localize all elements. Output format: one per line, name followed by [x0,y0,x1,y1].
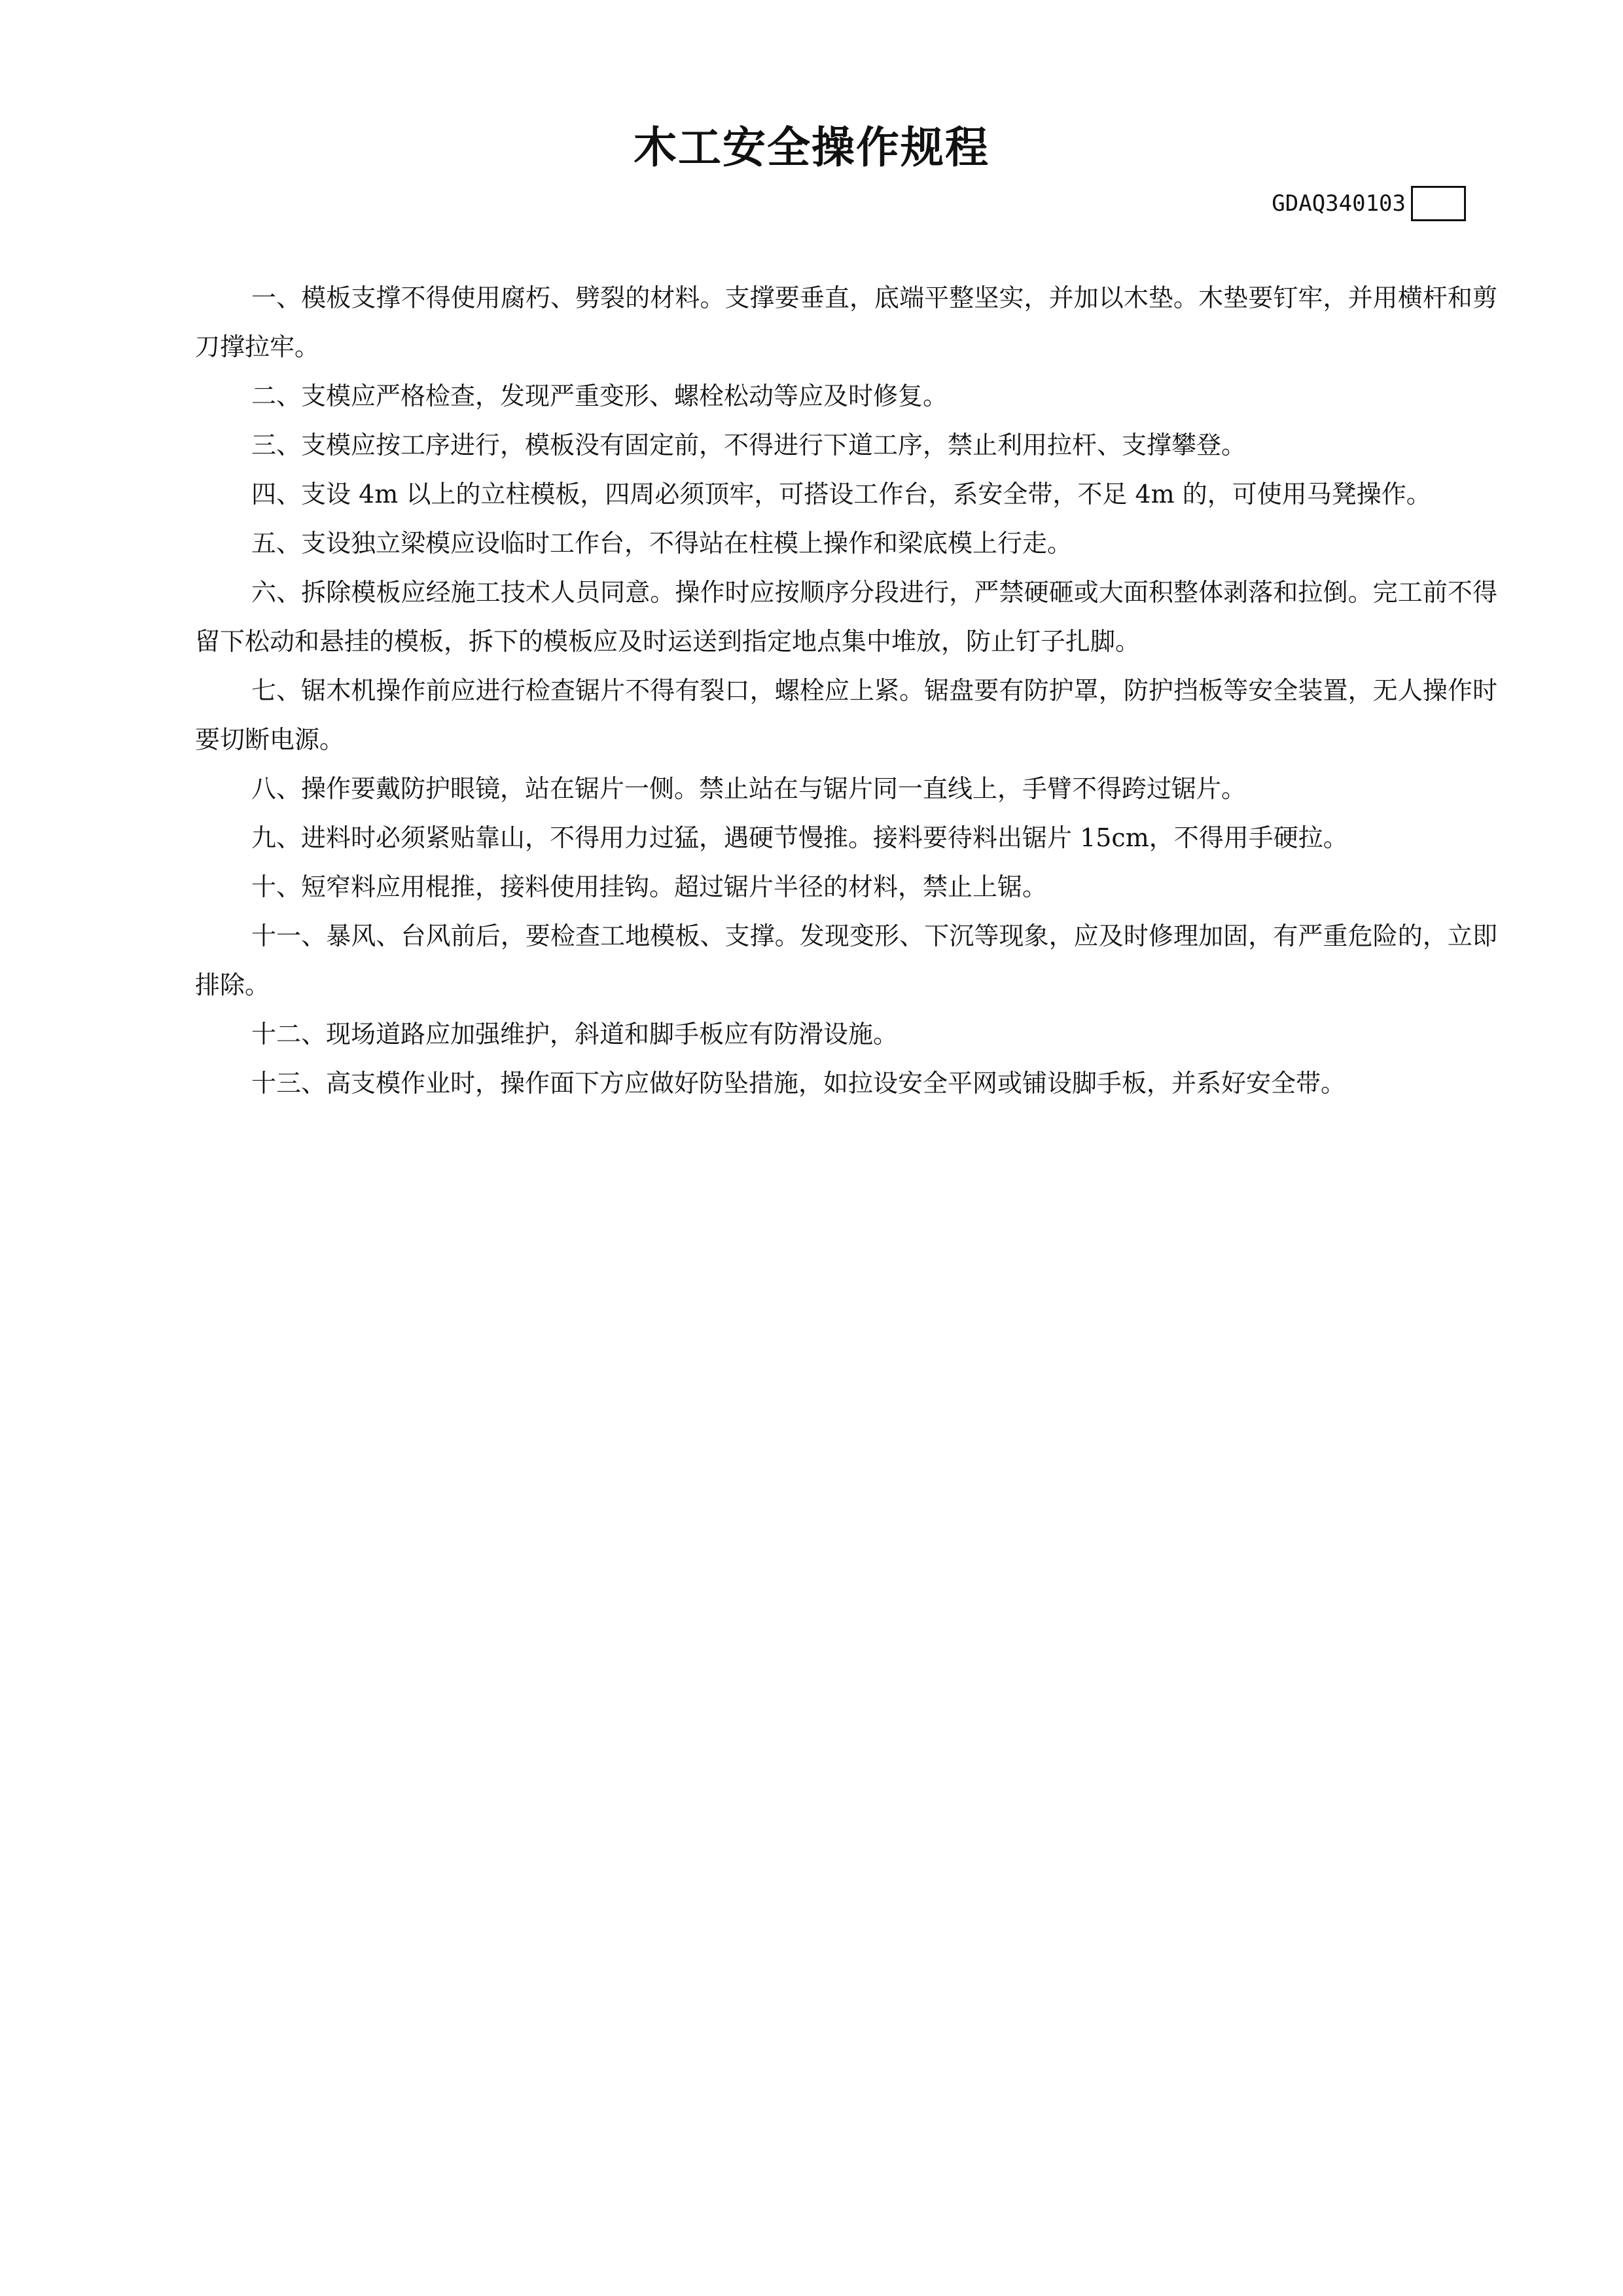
paragraph-5: 五、支设独立梁模应设临时工作台，不得站在柱模上操作和梁底模上行走。 [251,529,1073,558]
paragraph-4: 四、支设 4m 以上的立柱模板，四周必须顶牢，可搭设工作台，系安全带，不足 4m 的，可使用马凳操作。 [251,480,1431,509]
document-code-block [1243,185,1466,223]
paragraph-3: 三、支模应按工序进行，模板没有固定前，不得进行下道工序，禁止利用拉杆、支撑攀登。 [251,431,1247,459]
paragraph-11: 十一、暴风、台风前后，要检查工地模板、支撑。发现变形、下沉等现象，应及时修理加固，有严重危险的，立即排除。 [195,922,1497,999]
document-title: 木工安全操作规程 [633,122,990,173]
paragraph-12: 十二、现场道路应加强维护，斜道和脚手板应有防滑设施。 [251,1020,899,1049]
paragraph-6: 六、拆除模板应经施工技术人员同意。操作时应按顺序分段进行，严禁硬砸或大面积整体剥落和拉倒。完工前不得留下松动和悬挂的模板，拆下的模板应及时运送到指定地点集中堆放，防止钉子扎脚。 [195,578,1497,656]
paragraph-2: 二、支模应严格检查，发现严重变形、螺栓松动等应及时修复。 [251,382,948,410]
document-body [195,274,1497,1108]
paragraph-13: 十三、高支模作业时，操作面下方应做好防坠措施，如拉设安全平网或铺设脚手板，并系好安全带。 [251,1069,1346,1098]
paragraph-8: 八、操作要戴防护眼镜，站在锯片一侧。禁止站在与锯片同一直线上，手臂不得跨过锯片。 [251,774,1247,803]
paragraph-1: 一、模板支撑不得使用腐朽、劈裂的材料。支撑要垂直，底端平整坚实，并加以木垫。木垫要钉牢，并用横杆和剪刀撑拉牢。 [195,283,1497,361]
paragraph-10: 十、短窄料应用棍推，接料使用挂钩。超过锯片半径的材料，禁止上锯。 [251,872,1048,901]
document-code: GDAQ340103 [1272,190,1406,217]
paragraph-9: 九、进料时必须紧贴靠山，不得用力过猛，遇硬节慢推。接料要待料出锯片 15cm，不得用手硬拉。 [251,823,1348,852]
document-code-box [1411,186,1466,221]
paragraph-7: 七、锯木机操作前应进行检查锯片不得有裂口，螺栓应上紧。锯盘要有防护罩，防护挡板等安全装置，无人操作时要切断电源。 [195,676,1497,754]
